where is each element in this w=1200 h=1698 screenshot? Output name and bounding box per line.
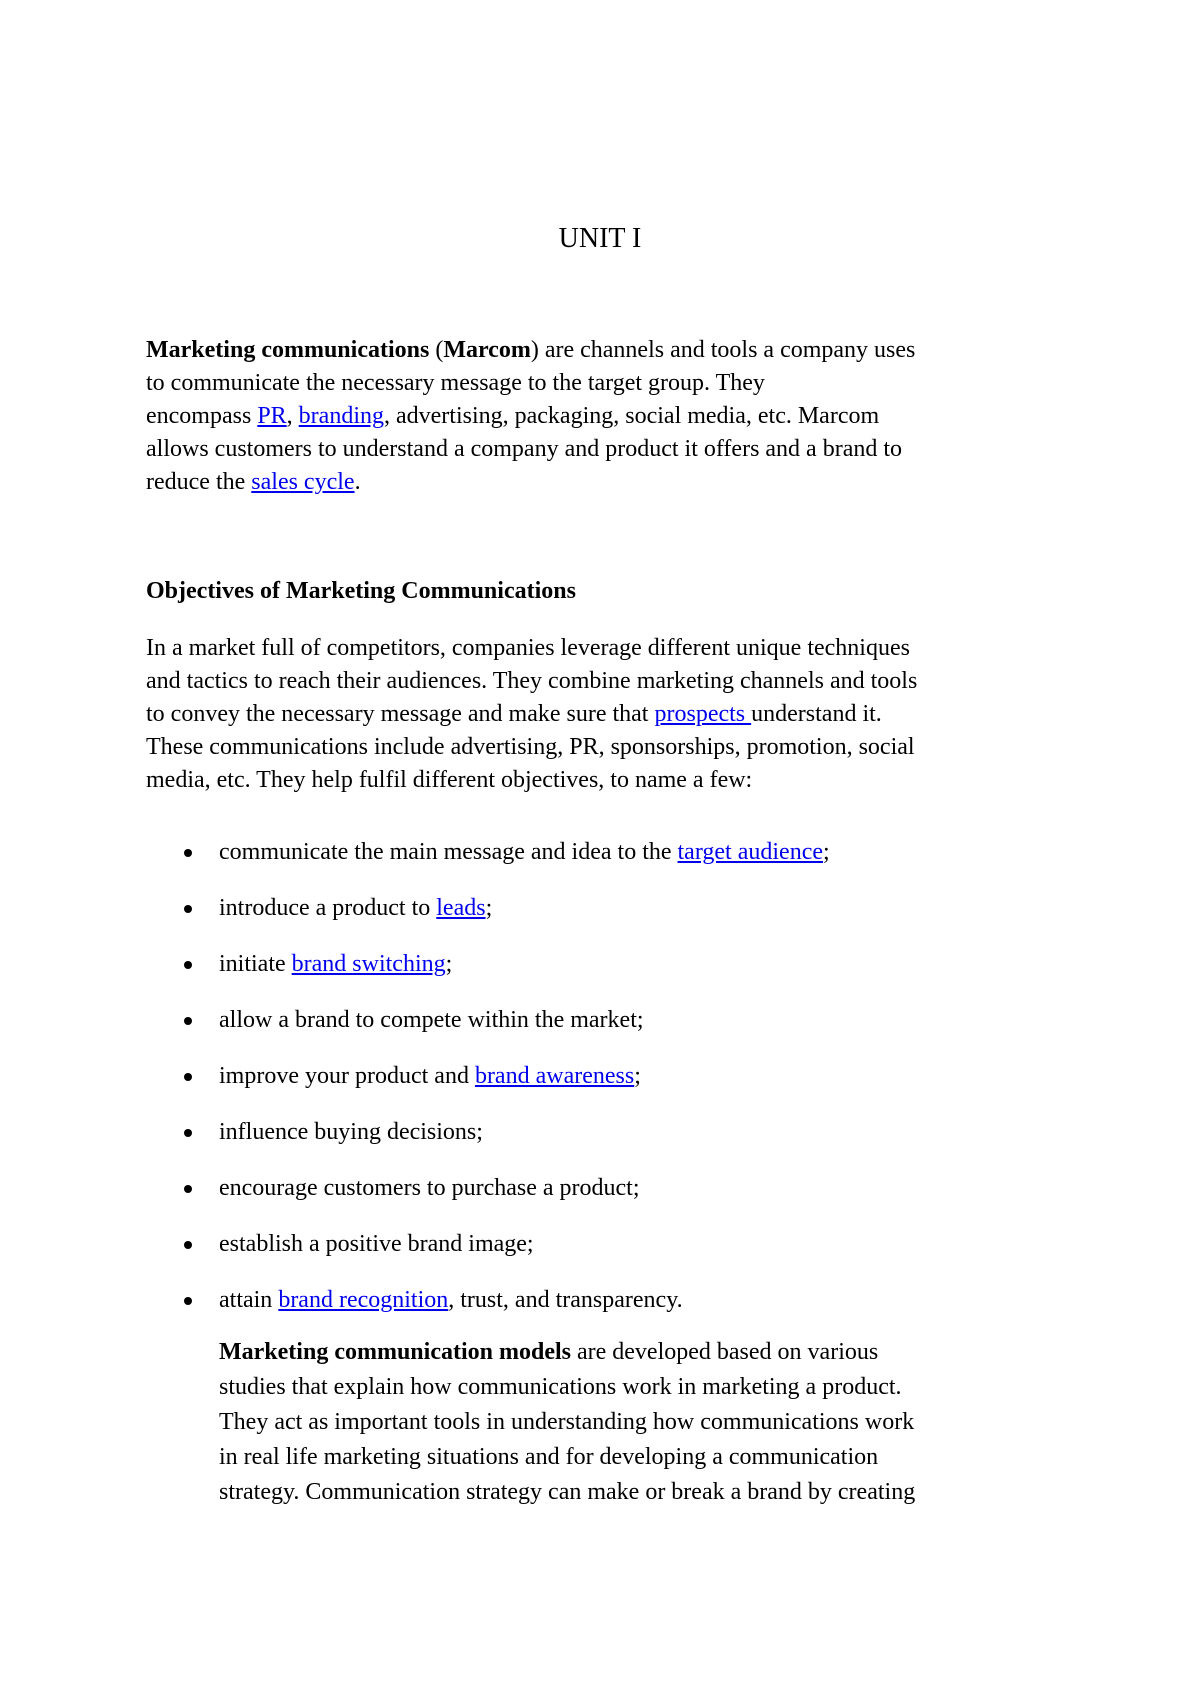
- models-line-3: They act as important tools in understanding how communications work: [219, 1409, 915, 1435]
- objectives-line-1: In a market full of competitors, companies leverage different unique techniques: [146, 635, 910, 661]
- objectives-line-2: and tactics to reach their audiences. They combine marketing channels and tools: [146, 668, 918, 694]
- models-paragraph: [219, 1335, 915, 1510]
- bullet-icon: [184, 1185, 192, 1193]
- link-leads[interactable]: leads: [436, 895, 486, 921]
- text: .: [354, 469, 361, 495]
- page-title: UNIT I: [558, 223, 642, 254]
- text: ) are channels and tools a company uses: [530, 337, 916, 363]
- bullet-icon: [184, 849, 192, 857]
- models-line-1: [219, 1335, 915, 1370]
- list-item: [0, 948, 830, 1004]
- bullet-icon: [184, 1073, 192, 1081]
- text: reduce the: [146, 469, 252, 495]
- text: to convey the necessary message and make sure that: [146, 701, 655, 727]
- list-item: [0, 1116, 830, 1172]
- list-item: [0, 1284, 830, 1340]
- text: are developed based on various: [570, 1339, 879, 1365]
- text: encourage customers to purchase a product;: [219, 1175, 640, 1201]
- bullet-icon: [184, 961, 192, 969]
- link-brand-recognition[interactable]: brand recognition: [278, 1287, 449, 1313]
- bullet-icon: [184, 1129, 192, 1137]
- text: ;: [445, 951, 453, 977]
- text: ;: [485, 895, 493, 921]
- text: establish a positive brand image;: [219, 1231, 534, 1257]
- objectives-line-4: These communications include advertising, PR, sponsorships, promotion, social: [146, 734, 915, 760]
- text: , trust, and transparency.: [448, 1287, 683, 1313]
- objectives-paragraph: [146, 632, 917, 797]
- text: attain: [219, 1287, 279, 1313]
- text: ;: [823, 839, 830, 865]
- objectives-line-5: media, etc. They help fulfil different objectives, to name a few:: [146, 767, 753, 793]
- models-line-5: strategy. Communication strategy can make or break a brand by creating: [219, 1479, 916, 1505]
- objectives-list: [0, 836, 830, 1340]
- link-target-audience[interactable]: target audience: [677, 839, 823, 865]
- intro-line-3: [146, 400, 915, 433]
- text: initiate: [219, 951, 292, 977]
- list-item: [0, 1060, 830, 1116]
- intro-line-5: [146, 466, 915, 499]
- term-marcom: Marcom: [443, 337, 531, 363]
- bullet-icon: [184, 1241, 192, 1249]
- term-marketing-communication-models: Marketing communication models: [219, 1339, 571, 1365]
- intro-line-1: [146, 334, 915, 367]
- intro-paragraph: [146, 334, 915, 499]
- text: understand it.: [751, 701, 882, 727]
- term-marketing-communications: Marketing communications: [146, 337, 430, 363]
- list-item: [0, 1004, 830, 1060]
- models-line-2: studies that explain how communications work in marketing a product.: [219, 1374, 902, 1400]
- text: influence buying decisions;: [219, 1119, 483, 1145]
- text: , advertising, packaging, social media, etc. Marcom: [383, 403, 880, 429]
- models-line-4: in real life marketing situations and for developing a communication: [219, 1444, 879, 1470]
- link-pr[interactable]: PR: [257, 403, 287, 429]
- intro-line-2: to communicate the necessary message to the target group. They: [146, 370, 765, 396]
- text: ;: [634, 1063, 641, 1089]
- list-item: [0, 1172, 830, 1228]
- objectives-line-3: [146, 698, 917, 731]
- text: introduce a product to: [219, 895, 437, 921]
- text: allow a brand to compete within the market;: [219, 1007, 644, 1033]
- text: (: [429, 337, 444, 363]
- bullet-icon: [184, 1297, 192, 1305]
- link-branding[interactable]: branding: [298, 403, 384, 429]
- list-item: [0, 1228, 830, 1284]
- list-item: [0, 892, 830, 948]
- link-brand-switching[interactable]: brand switching: [291, 951, 446, 977]
- list-item: [0, 836, 830, 892]
- link-brand-awareness[interactable]: brand awareness: [474, 1063, 635, 1089]
- bullet-icon: [184, 905, 192, 913]
- link-sales-cycle[interactable]: sales cycle: [251, 469, 355, 495]
- link-prospects[interactable]: prospects: [654, 701, 752, 727]
- intro-line-4: allows customers to understand a company and product it offers and a brand to: [146, 436, 903, 462]
- objectives-heading: Objectives of Marketing Communications: [146, 578, 576, 604]
- text: improve your product and: [219, 1063, 475, 1089]
- bullet-icon: [184, 1017, 192, 1025]
- text: ,: [286, 403, 299, 429]
- text: communicate the main message and idea to the: [219, 839, 678, 865]
- text: encompass: [146, 403, 258, 429]
